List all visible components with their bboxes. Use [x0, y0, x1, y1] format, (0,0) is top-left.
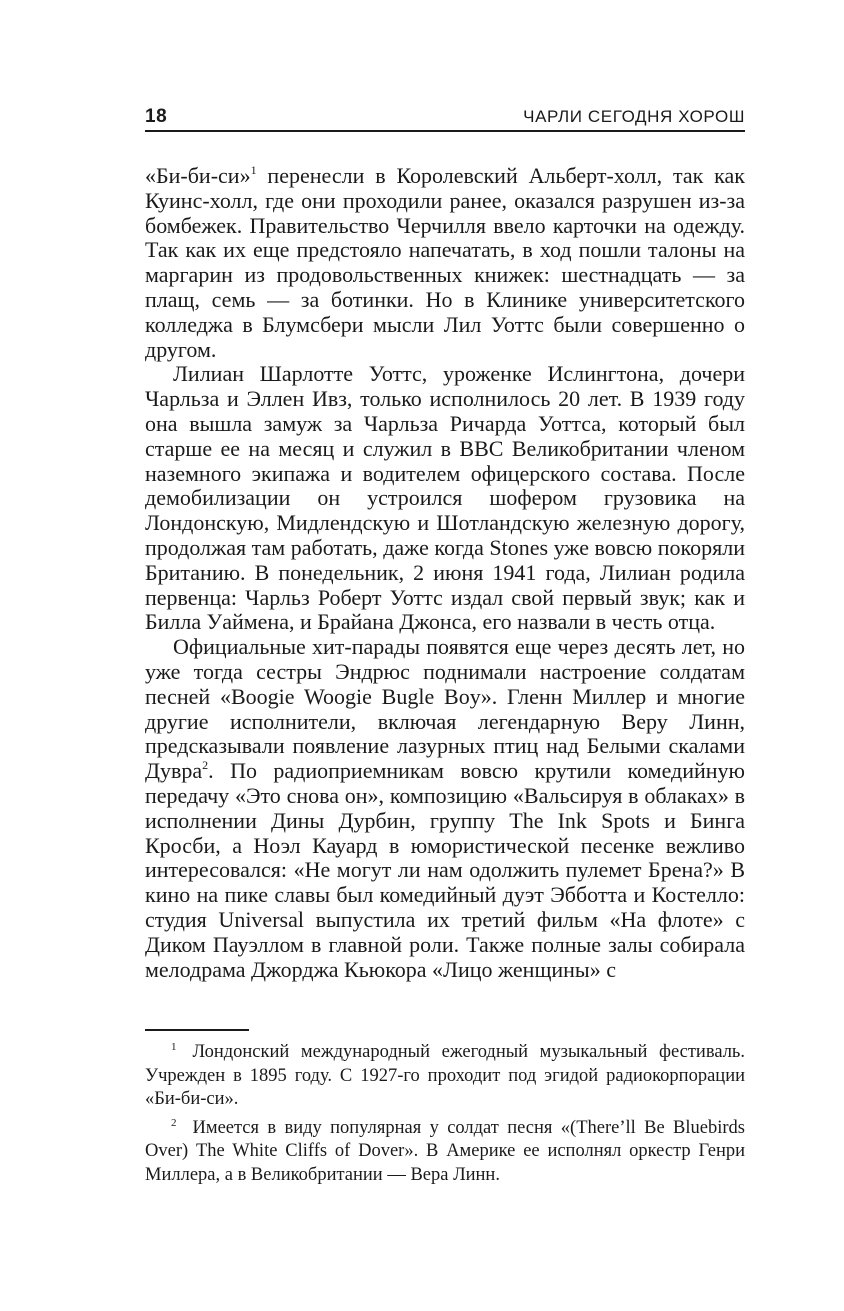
main-text	[145, 164, 745, 982]
footnotes	[145, 1041, 745, 1192]
paragraph-2: Лилиан Шарлотте Уоттс, уроженке Ислингтона, дочери Чарльза и Эллен Ивз, только исполнилось 20 лет. В 1939 году она вышла замуж за Чарльза Ричарда Уоттса, который был старше ее на месяц и служил в ВВС Великобритании членом наземного экипажа и водителем офицерского состава. После демобилизации он устроился шофером грузовика на Лондонскую, Мидлендскую и Шотландскую железную дорогу, продолжая там работать, даже когда Stones уже вовсю покоряли Британию. В понедельник, 2 июня 1941 года, Лилиан родила первенца: Чарльз Роберт Уоттс издал свой первый звук; как и Билла Уаймена, и Брайана Джонса, его назвали в честь отца.	[145, 361, 745, 635]
header-rule	[145, 130, 745, 132]
footnote-2-mark: 2	[171, 1116, 177, 1129]
footnote-1-text: Лондонский международный ежегодный музыкальный фестиваль. Учрежден в 1895 году. С 1927-го проходит под эгидой радиокорпорации «Би-би-си».	[145, 1042, 745, 1109]
footnote-ref-2: 2	[202, 758, 209, 773]
paragraph-3-rest: . По радиоприемникам вовсю крутили комедийную передачу «Это снова он», композицию «Вальсируя в облаках» в исполнении Дины Дурбин, группу The Ink Spots и Бинга Кросби, а Ноэл Кауард в юмористической песенке вежливо интересовался: «Не могут ли нам одолжить пулемет Брена?» В кино на пике славы был комедийный дуэт Эбботта и Костелло: студия Universal выпустила их третий фильм «На флоте» с Диком Пауэллом в главной роли. Также полные залы собирала мелодрама Джорджа Кьюкора «Лицо женщины» с	[145, 758, 745, 982]
footnote-separator	[145, 1029, 249, 1031]
paragraph-3-start: Официальные хит-парады появятся еще через десять лет, но уже тогда сестры Эндрюс поднимали настроение солдатам песней «Boogie Woogie Bugle Boy». Гленн Миллер и многие другие исполнители, включая легендарную Веру Линн, предсказывали появление лазурных птиц над Белыми скалами Дувра	[145, 634, 745, 784]
footnote-2-text: Имеется в виду популярная у солдат песня «(There’ll Be Bluebirds Over) The White Cliffs of Dover». В Америке ее исполнял оркестр Генри Миллера, а в Великобритании — Вера Линн.	[145, 1117, 745, 1185]
paragraph-1-rest: перенесли в Королевский Альберт-холл, так как Куинс-холл, где они проходили ранее, оказался разрушен из-за бомбежек. Правительство Черчилля ввело карточки на одежду. Так как их еще предстояло напечатать, в ход пошли талоны на маргарин из продовольственных книжек: шестнадцать — за плащ, семь — за ботинки. Но в Клинике университетского колледжа в Блумсбери мысли Лил Уоттс были совершенно о другом.	[145, 163, 745, 362]
footnote-ref-1: 1	[250, 163, 257, 177]
paragraph-1	[145, 164, 745, 362]
running-header	[145, 104, 745, 132]
paragraph-1-start: «Би-би-си»	[145, 163, 251, 188]
footnote-1	[145, 1041, 745, 1112]
page-number: 18	[145, 106, 168, 127]
running-title: ЧАРЛИ СЕГОДНЯ ХОРОШ	[523, 107, 745, 126]
footnote-1-mark: 1	[171, 1041, 177, 1053]
paragraph-3	[145, 635, 745, 982]
footnote-2	[145, 1117, 745, 1188]
